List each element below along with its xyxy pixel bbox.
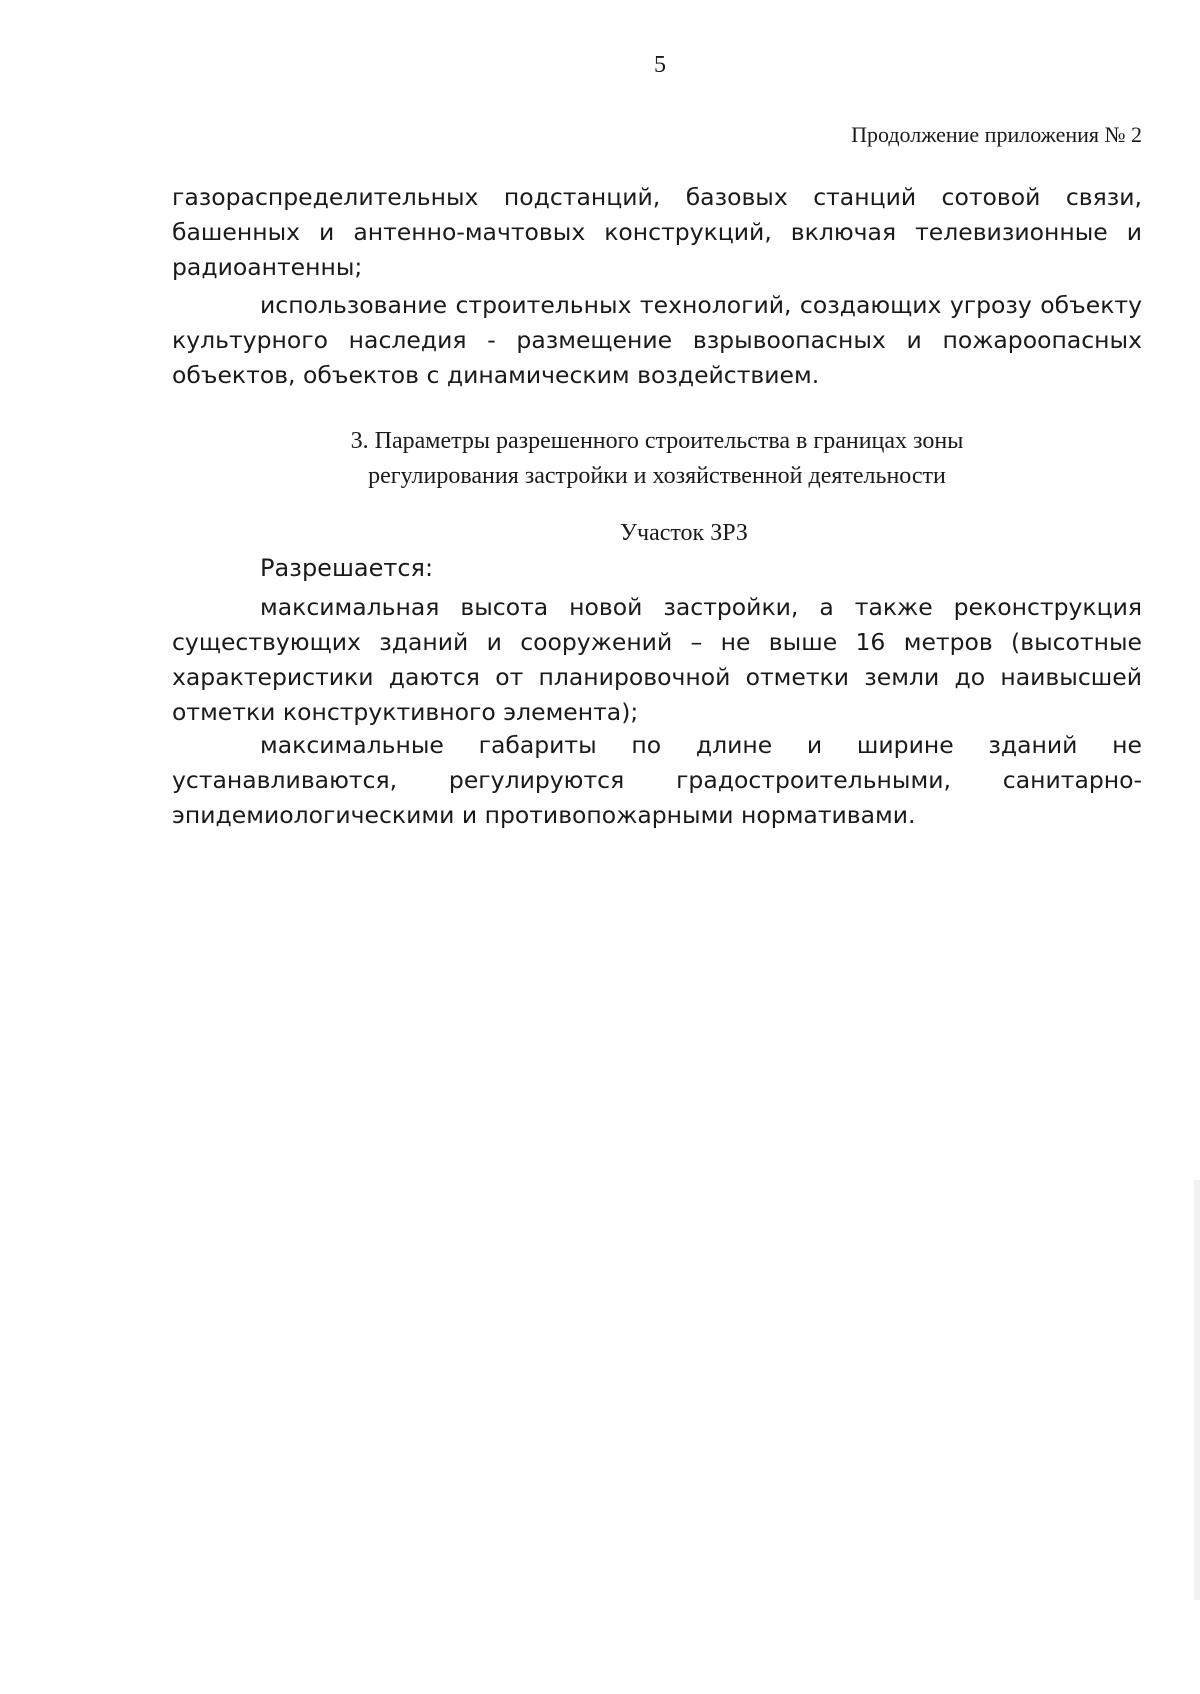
heading-line: регулирования застройки и хозяйственной деятельности (368, 463, 946, 489)
zone-subheading: Участок ЗРЗ (620, 520, 748, 546)
text-line: культурного наследия - размещение взрывоопасных и пожароопасных (172, 326, 1142, 354)
scan-edge-shadow (1194, 1180, 1200, 1600)
text-line: характеристики даются от планировочной отметки земли до наивысшей (172, 663, 1142, 691)
text-line: башенных и антенно-мачтовых конструкций, включая телевизионные и (172, 218, 1142, 246)
text-line: отметки конструктивного элемента); (172, 698, 639, 726)
text-line: радиоантенны; (172, 253, 363, 281)
max-height-paragraph (172, 590, 1142, 730)
text-line: объектов, объектов с динамическим воздействием. (172, 361, 820, 389)
appendix-continuation-note: Продолжение приложения № 2 (851, 122, 1142, 147)
max-dimensions-paragraph (172, 728, 1142, 833)
intro-paragraph (172, 180, 1142, 285)
text-line: максимальная высота новой застройки, а также реконструкция (260, 593, 1142, 621)
text-line: эпидемиологическими и противопожарными нормативами. (172, 801, 916, 829)
text-line: существующих зданий и сооружений – не выше 16 метров (высотные (172, 628, 1142, 656)
text-line: максимальные габариты по длине и ширине зданий не (260, 731, 1142, 759)
text-line: использование строительных технологий, создающих угрозу объекту (260, 291, 1142, 319)
page-number: 5 (654, 52, 666, 78)
section-heading (172, 424, 1142, 494)
text-line: газораспределительных подстанций, базовых станций сотовой связи, (172, 183, 1142, 211)
text-line: устанавливаются, регулируются градостроительными, санитарно- (172, 766, 1142, 794)
construction-technologies-paragraph (172, 288, 1142, 393)
allowed-label: Разрешается: (260, 554, 434, 582)
heading-line: 3. Параметры разрешенного строительства в границах зоны (350, 428, 964, 454)
